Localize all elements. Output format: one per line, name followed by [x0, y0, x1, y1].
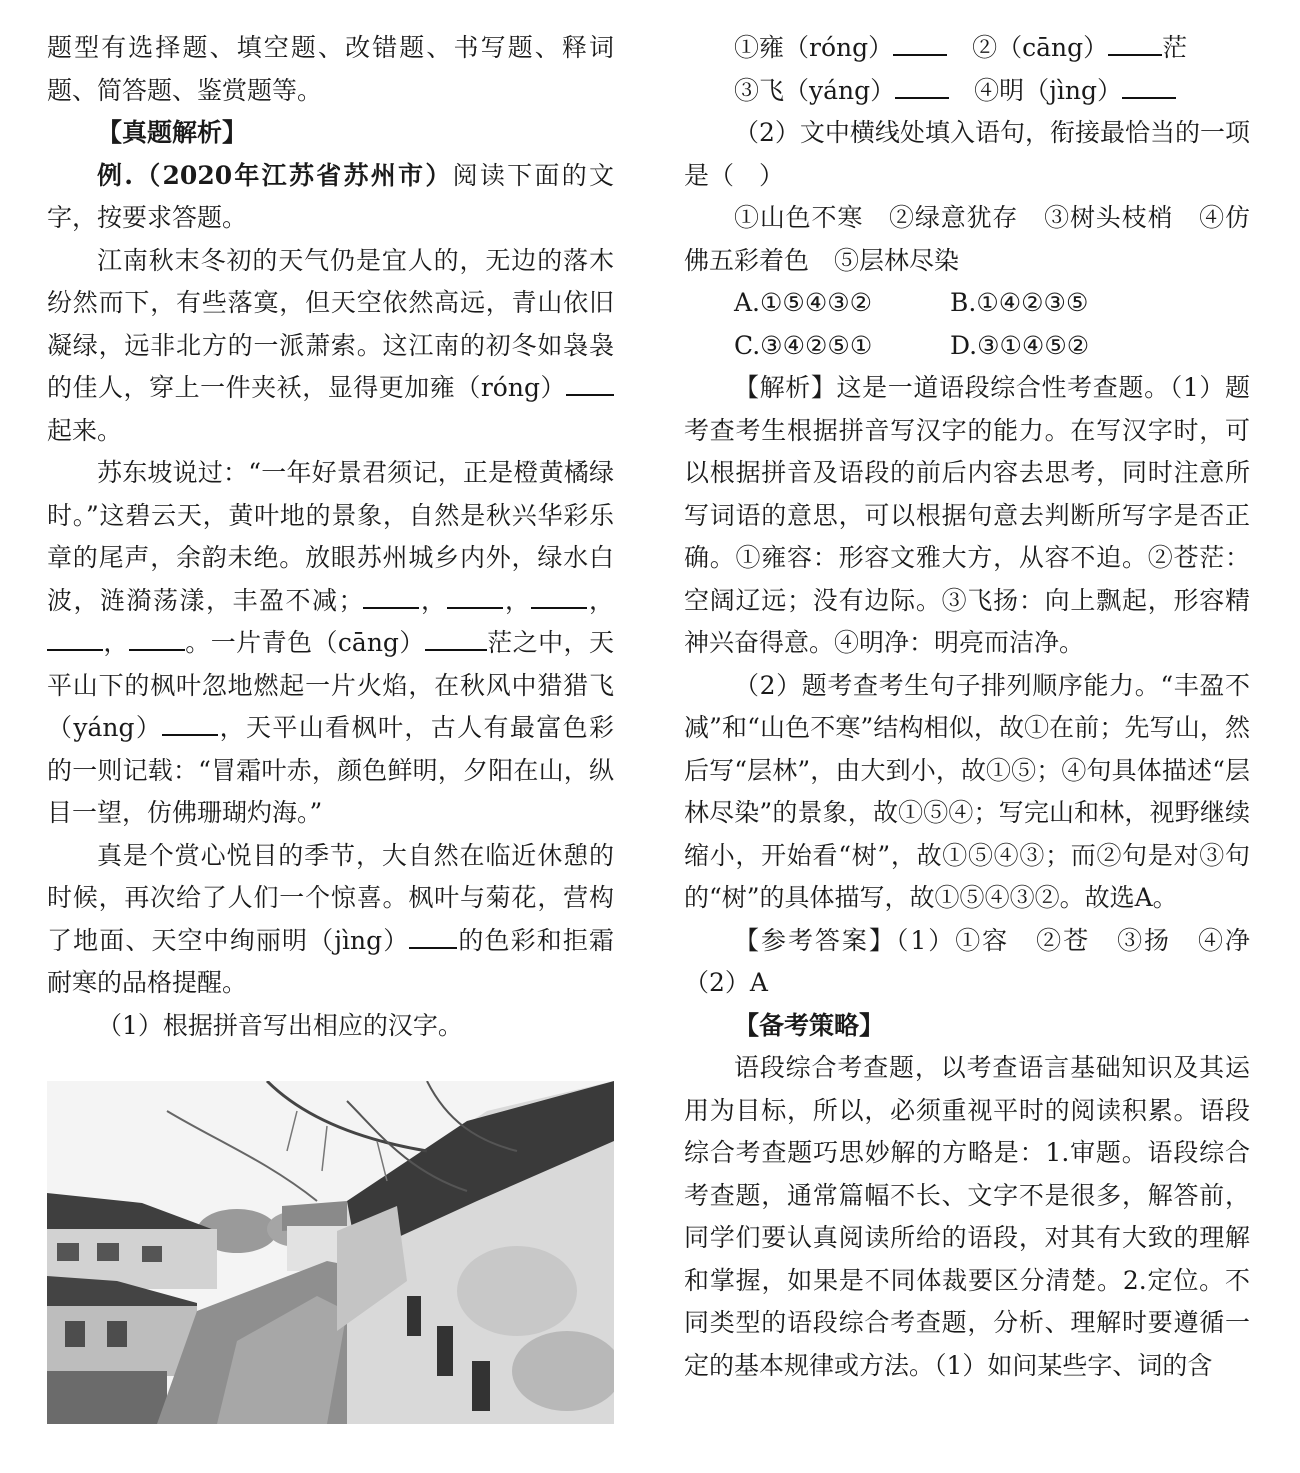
blank-cang	[425, 622, 487, 651]
para1-end: 起来。	[47, 415, 123, 445]
strategy-heading: 【备考策略】	[734, 1010, 885, 1040]
passage-para-2	[47, 452, 614, 835]
analysis-1: 【解析】这是一道语段综合性考查题。（1）题考查考生根据拼音写汉字的能力。在写汉字时，可以根据拼音及语段的前后内容去思考，同时注意所写词语的意思，可以根据句意去判断所写字是否正确。①雍容：形容文雅大方，从容不迫。②苍茫：空阔辽远；没有边际。③飞扬：向上飘起，形容精神兴奋得意。④明净：明亮而洁净。	[684, 373, 1250, 657]
blank-sentence-5	[129, 622, 185, 651]
reference-answer: 【参考答案】（1）①容 ②苍 ③扬 ④净（2）A	[684, 925, 1250, 997]
blank-sentence-3	[531, 580, 587, 609]
question-1: （1）根据拼音写出相应的汉字。	[97, 1010, 463, 1040]
comma: ，	[419, 585, 448, 615]
para2-text-a: 苏东坡说过：“一年好景君须记，正是橙黄橘绿时。”这碧云天，黄叶地的景象，自然是秋兴华彩乐章的尾声，余韵未绝。放眼苏州城乡内外，绿水白波，涟漪荡漾，丰盈不减；	[47, 458, 614, 615]
option-b: B.①④②③⑤	[950, 288, 1089, 317]
option-c: C.③④②⑤①	[734, 330, 873, 360]
right-column	[684, 27, 1250, 1387]
question-2: （2）文中横线处填入语句，衔接最恰当的一项是（ ）	[684, 118, 1250, 190]
comma: ，	[103, 628, 129, 657]
strategy-text: 语段综合考查题，以考查语言基础知识及其运用为目标，所以，必须重视平时的阅读积累。语段综合考查题巧思妙解的方略是：1.审题。语段综合考查题，通常篇幅不长、文字不是很多，解答前，同学们要认真阅读所给的语段，对其有大致的理解和掌握，如果是不同体裁要区分清楚。2.定位。不同类型的语段综合考查题，分析、理解时要遵循一定的基本规律或方法。（1）如问某些字、词的含	[684, 1053, 1250, 1380]
intro-text: 题型有选择题、填空题、改错题、书写题、释词题、简答题、鉴赏题等。	[47, 33, 614, 105]
example-line	[47, 155, 614, 240]
left-column	[47, 27, 614, 1047]
q1-item-3: ③飞（yáng）	[734, 75, 896, 105]
para1-text: 江南秋末冬初的天气仍是宜人的，无边的落木纷然而下，有些落寞，但天空依然高远，青山依旧凝绿，远非北方的一派萧索。这江南的初冬如袅袅的佳人，穿上一件夹袄，显得更加雍（róng）	[47, 245, 614, 402]
option-d: D.③①④⑤②	[950, 330, 1090, 360]
q1-item-1: ①雍（róng）	[734, 33, 894, 62]
comma: ，	[503, 585, 532, 615]
para3-text-b: 的色彩和拒霜耐寒的品格提醒。	[47, 925, 614, 997]
q1-item-2: ②（cāng）	[972, 33, 1109, 62]
option-a: A.①⑤④③②	[734, 288, 873, 317]
canal-illustration	[47, 1081, 614, 1424]
blank-sentence-4	[47, 622, 103, 651]
answer-blank-4	[1122, 70, 1176, 99]
options-row-2	[684, 325, 1250, 368]
blank-sentence-2	[447, 580, 503, 609]
answer-blank-2	[1108, 27, 1162, 56]
q1-item-4: ④明（jìng）	[974, 75, 1123, 105]
options-row-1	[684, 282, 1250, 325]
blank-jing	[409, 920, 457, 949]
answer-blank-1	[893, 27, 947, 56]
comma: ，	[587, 585, 614, 615]
passage-para-1	[47, 240, 614, 453]
example-text: 阅读下面的文字，按要求答题。	[47, 160, 614, 232]
canal-photo	[47, 1081, 614, 1424]
section-heading: 【真题解析】	[97, 118, 248, 147]
para3-text-a: 真是个赏心悦目的季节，大自然在临近休憩的时候，再次给了人们一个惊喜。枫叶与菊花，营构了地面、天空中绚丽明（jìng）	[47, 840, 614, 955]
blank-sentence-1	[363, 580, 419, 609]
para2-text-b: 茫之中，天平山下的枫叶忽地燃起一片火焰，在秋风中猎猎飞（yáng）	[47, 628, 614, 742]
answer-blank-3	[895, 70, 949, 99]
q2-sentences: ①山色不寒 ②绿意犹存 ③树头枝梢 ④仿佛五彩着色 ⑤层林尽染	[684, 203, 1250, 275]
passage-para-3	[47, 835, 614, 1005]
example-label: 例.（2020年江苏省苏州市）	[97, 160, 453, 190]
q1-row-2	[684, 70, 1250, 113]
para2-cang: 。一片青色（cāng）	[184, 628, 425, 657]
blank-yang	[162, 707, 218, 736]
q1-row-1	[684, 27, 1250, 70]
blank-rong	[566, 367, 614, 396]
analysis-2: （2）题考查考生句子排列顺序能力。“丰盈不减”和“山色不寒”结构相似，故①在前；先写山，然后写“层林”，由大到小，故①⑤；④句具体描述“层林尽染”的景象，故①⑤④；写完山和林，视野继续缩小，开始看“树”，故①⑤④③；而②句是对③句的“树”的具体描写，故①⑤④③②。故选A。	[684, 670, 1250, 912]
q1-item-2-end: 茫	[1162, 33, 1188, 62]
para2-text-c: ，天平山看枫叶，古人有最富色彩的一则记载：“冒霜叶赤，颜色鲜明，夕阳在山，纵目一望，仿佛珊瑚灼海。”	[47, 713, 614, 827]
